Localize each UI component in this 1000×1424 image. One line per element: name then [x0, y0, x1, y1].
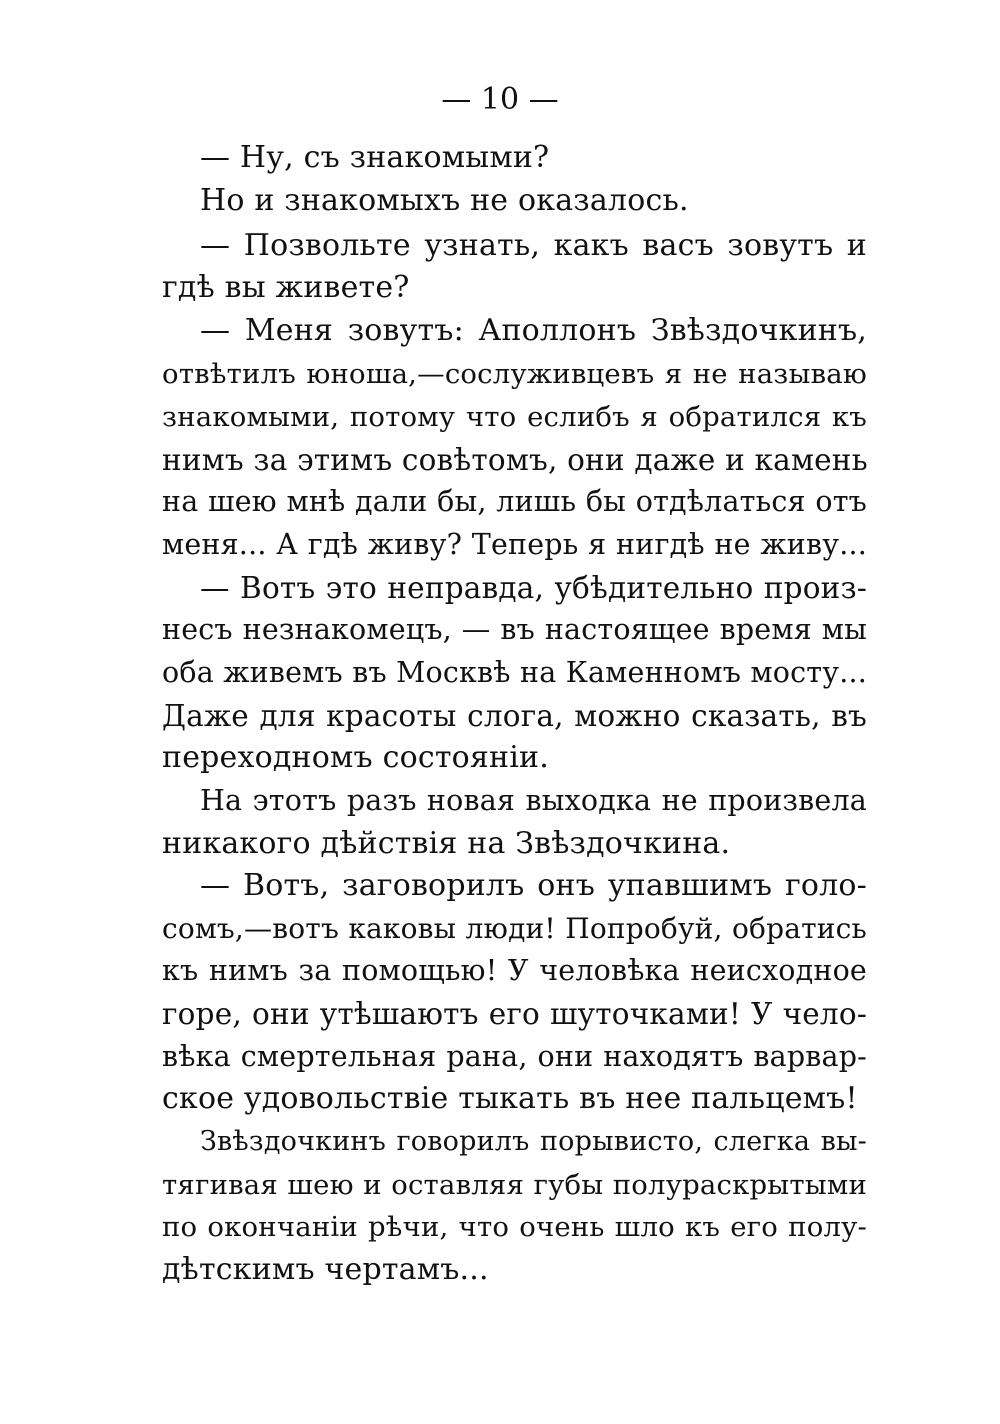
text-line: Даже для красоты слога, можно сказать, въ	[162, 699, 867, 733]
text-line: — Позвольте узнать, какъ васъ зовутъ и	[200, 228, 867, 263]
text-line: гдѣ вы живете?	[162, 270, 410, 305]
text-line: меня... А гдѣ живу? Теперь я нигдѣ не живу...	[162, 528, 867, 561]
page-number: — 10 —	[441, 82, 559, 117]
text-line: — Вотъ это неправда, убѣдительно произ-	[200, 571, 867, 605]
text-line: несъ незнакомецъ, — въ настоящее время мы	[162, 613, 867, 646]
text-line: — Меня зовутъ: Аполлонъ Звѣздочкинъ,	[200, 313, 867, 348]
text-line: знакомыми, потому что еслибъ я обратился къ	[162, 401, 867, 433]
text-line: дѣтскимъ чертамъ...	[162, 1252, 489, 1287]
text-line: отвѣтилъ юноша,—сослуживцевъ я не называю	[162, 358, 867, 390]
text-line: оба живемъ въ Москвѣ на Каменномъ мосту...	[162, 656, 867, 689]
text-line: переходномъ состояніи.	[162, 740, 549, 775]
text-line: Но и знакомыхъ не оказалось.	[200, 183, 689, 218]
text-line: никакого дѣйствія на Звѣздочкина.	[162, 826, 731, 861]
text-line: горе, они утѣшаютъ его шуточками! У чело-	[162, 997, 867, 1031]
text-line: нимъ за этимъ совѣтомъ, они даже и камень	[162, 443, 868, 477]
text-line: сомъ,—вотъ каковы люди! Попробуй, обратись	[162, 912, 867, 945]
text-line: на шею мнѣ дали бы, лишь бы отдѣлаться отъ	[162, 485, 867, 518]
text-line: На этотъ разъ новая выходка не произвела	[200, 784, 867, 817]
text-line: — Вотъ, заговорилъ онъ упавшимъ голо-	[200, 868, 867, 903]
text-line: вѣка смертельная рана, они находятъ варвар-	[162, 1040, 867, 1073]
text-line: къ нимъ за помощью! У человѣка неисходное	[162, 954, 867, 987]
text-line: тягивая шею и оставляя губы полураскрытыми	[162, 1169, 867, 1201]
text-line: по окончаніи рѣчи, что очень шло къ его полу-	[162, 1211, 867, 1243]
text-line: Звѣздочкинъ говорилъ порывисто, слегка вы-	[200, 1126, 867, 1157]
text-line: — Ну, съ знакомыми?	[200, 140, 550, 175]
text-line: ское удовольствіе тыкать въ нее пальцемъ!	[162, 1081, 858, 1116]
